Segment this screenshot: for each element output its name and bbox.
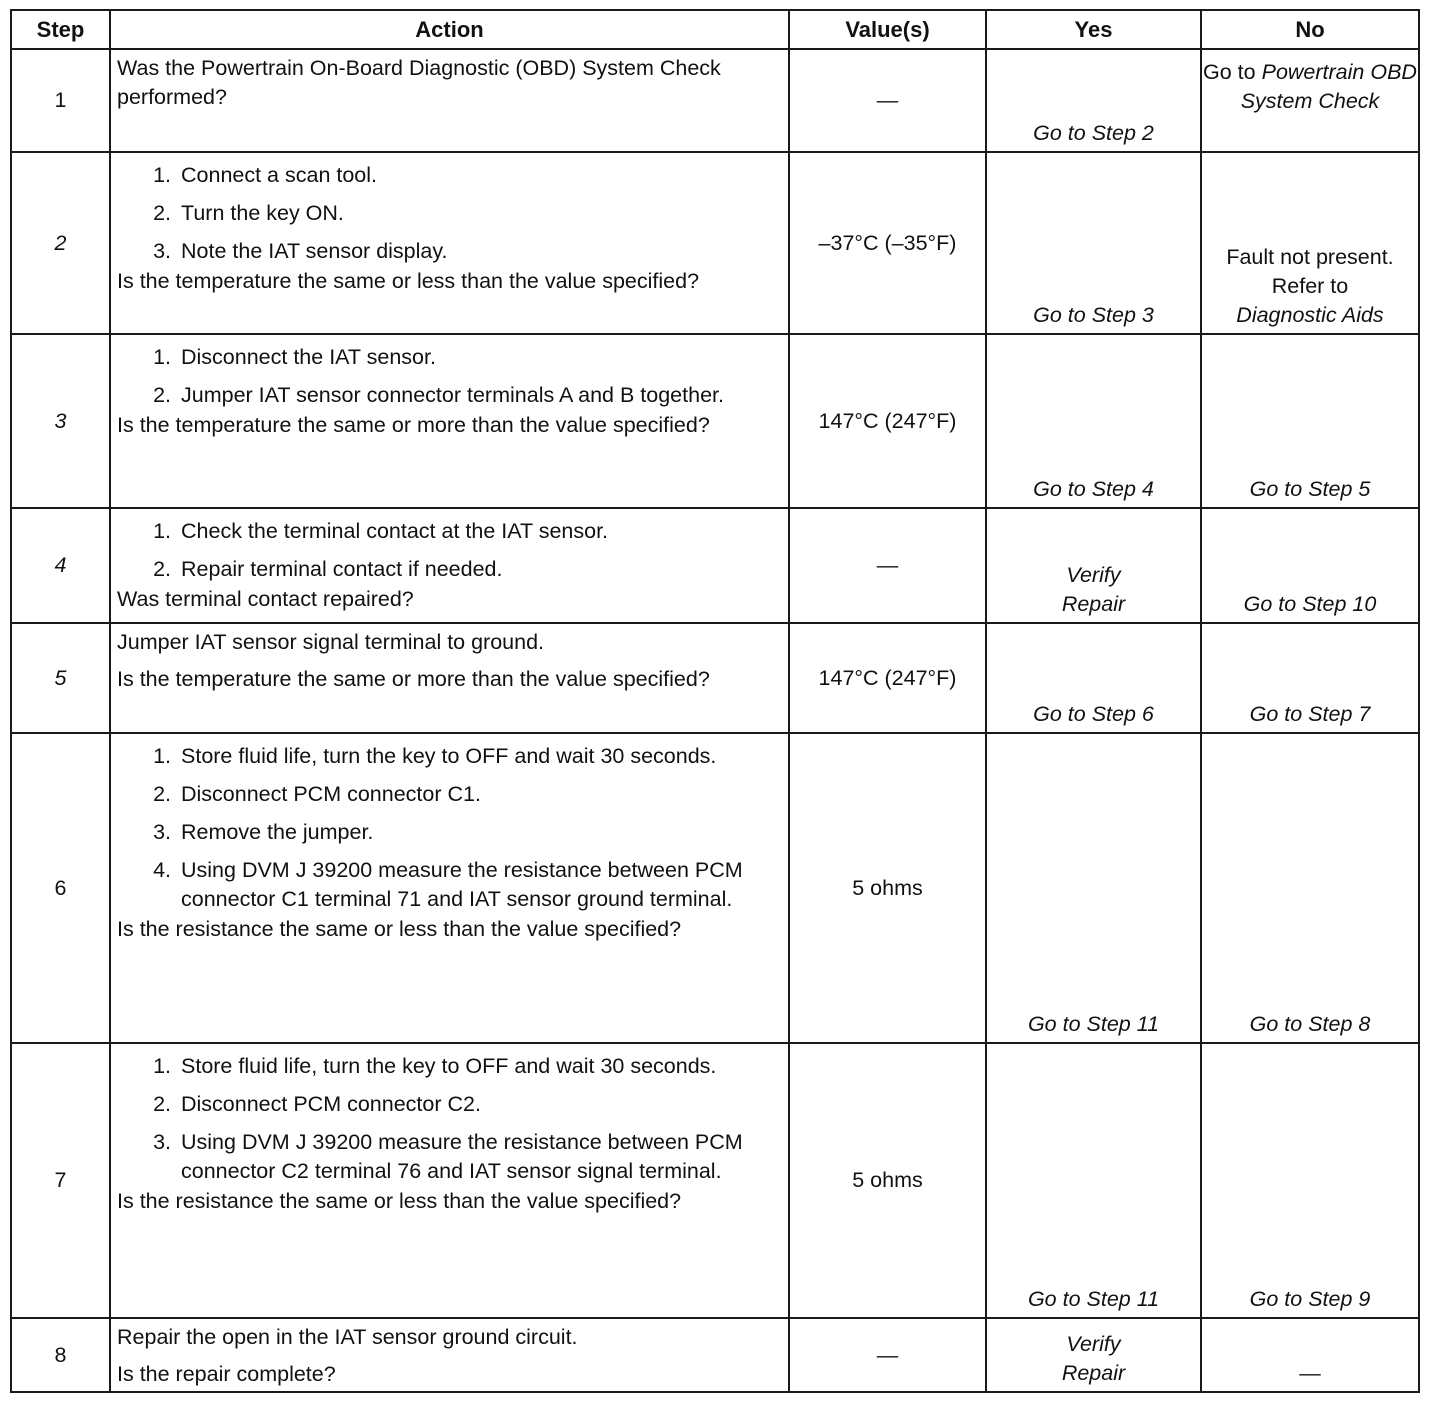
action-list [117,1052,782,1186]
action-question: Is the resistance the same or less than the value specified? [117,917,682,941]
header-values: Value(s) [789,10,986,49]
list-item: 3. Using DVM J 39200 measure the resistance between PCM connector C2 terminal 76 and IAT sensor signal terminal. [153,1130,743,1183]
no-reference: Powertrain OBD System Check [1240,60,1417,113]
value-cell: — [789,1318,986,1392]
action-question: Was the Powertrain On-Board Diagnostic (OBD) System Check performed? [117,56,721,109]
step-number: 5 [11,623,110,733]
no-prefix: Go to [1203,60,1256,84]
action-list [117,343,782,410]
yes-cell: Go to Step 2 [986,49,1201,152]
list-item: 2. Disconnect PCM connector C2. [153,1092,481,1116]
no-reference: Diagnostic Aids [1236,303,1384,327]
step-number: 1 [11,49,110,152]
yes-cell: Verify Repair [986,508,1201,623]
yes-cell: Go to Step 4 [986,334,1201,508]
list-item: 4. Using DVM J 39200 measure the resistance between PCM connector C1 terminal 71 and IAT sensor ground terminal. [153,858,743,911]
value-cell: — [789,508,986,623]
action-question: Is the temperature the same or more than the value specified? [117,667,710,691]
step-number: 2 [11,152,110,334]
step-number: 4 [11,508,110,623]
step-number: 7 [11,1043,110,1318]
header-action: Action [110,10,789,49]
yes-cell: Verify Repair [986,1318,1201,1392]
value-cell: — [789,49,986,152]
list-item: 3. Note the IAT sensor display. [153,239,448,263]
action-question: Is the repair complete? [117,1362,336,1386]
step-number: 3 [11,334,110,508]
no-cell: — [1201,1318,1419,1392]
table-row [11,733,1419,1043]
step-number: 8 [11,1318,110,1392]
no-cell: Go to Step 10 [1201,508,1419,623]
list-item: 1. Connect a scan tool. [153,163,378,187]
no-cell: Go to Step 9 [1201,1043,1419,1318]
no-cell: Go to Step 7 [1201,623,1419,733]
header-no: No [1201,10,1419,49]
table-row [11,334,1419,508]
list-item: 2. Jumper IAT sensor connector terminals A and B together. [153,383,724,407]
value-cell: –37°C (–35°F) [789,152,986,334]
header-row [11,10,1419,49]
yes-cell: Go to Step 3 [986,152,1201,334]
no-cell [1201,49,1419,152]
yes-cell: Go to Step 11 [986,733,1201,1043]
action-cell [110,334,789,508]
action-question: Is the resistance the same or less than the value specified? [117,1189,682,1213]
header-step: Step [11,10,110,49]
no-cell: Go to Step 5 [1201,334,1419,508]
action-question: Is the temperature the same or less than the value specified? [117,269,700,293]
diagnostic-table [10,9,1420,1393]
action-cell [110,508,789,623]
value-cell: 147°C (247°F) [789,334,986,508]
table-row [11,1043,1419,1318]
table-row [11,1318,1419,1392]
action-cell [110,733,789,1043]
action-list [117,517,782,584]
list-item: 1. Check the terminal contact at the IAT sensor. [153,519,609,543]
yes-cell: Go to Step 6 [986,623,1201,733]
list-item: 3. Remove the jumper. [153,820,374,844]
header-yes: Yes [986,10,1201,49]
list-item: 1. Store fluid life, turn the key to OFF and wait 30 seconds. [153,744,717,768]
action-question: Is the temperature the same or more than the value specified? [117,413,710,437]
table-row [11,49,1419,152]
no-cell: Go to Step 8 [1201,733,1419,1043]
list-item: 2. Turn the key ON. [153,201,344,225]
step-number: 6 [11,733,110,1043]
value-cell: 5 ohms [789,733,986,1043]
list-item: 2. Repair terminal contact if needed. [153,557,503,581]
list-item: 1. Disconnect the IAT sensor. [153,345,436,369]
action-lead: Repair the open in the IAT sensor ground circuit. [117,1325,578,1349]
action-cell [110,1043,789,1318]
action-cell [110,152,789,334]
no-cell [1201,152,1419,334]
action-cell [110,623,789,733]
action-list [117,742,782,914]
action-lead: Jumper IAT sensor signal terminal to ground. [117,630,545,654]
action-cell [110,49,789,152]
value-cell: 5 ohms [789,1043,986,1318]
action-question: Was terminal contact repaired? [117,587,414,611]
table-row [11,623,1419,733]
value-cell: 147°C (247°F) [789,623,986,733]
yes-cell: Go to Step 11 [986,1043,1201,1318]
list-item: 1. Store fluid life, turn the key to OFF and wait 30 seconds. [153,1054,717,1078]
action-list [117,161,782,266]
table-row [11,508,1419,623]
action-cell [110,1318,789,1392]
list-item: 2. Disconnect PCM connector C1. [153,782,481,806]
table-row [11,152,1419,334]
no-prefix: Fault not present. Refer to [1226,245,1394,298]
